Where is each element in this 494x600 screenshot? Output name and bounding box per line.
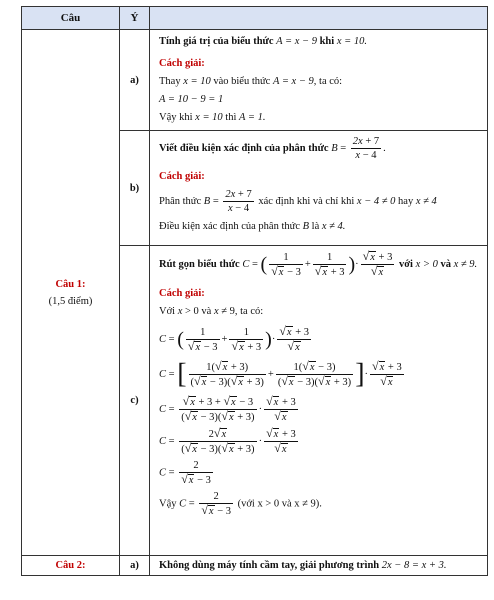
part-c-cond1: x > 0 bbox=[415, 258, 438, 270]
part-b-l1-text: Phân thức bbox=[159, 195, 202, 207]
part-c-step5: C = $\frac{2}{√x - 3}$ bbox=[159, 460, 211, 486]
part-b-solve-label: Cách giải: bbox=[159, 171, 205, 182]
part-a-title: Tính giá trị của biểu thức bbox=[159, 36, 274, 47]
part-c-step1: C = ( $\frac{1}{√x - 3}$ + $\frac{1}{√x + 3}$ )· $\frac{√x + 3}{√x}$ bbox=[159, 324, 310, 353]
question-2-content bbox=[150, 556, 488, 576]
part-c-l1-text: Với bbox=[159, 306, 176, 317]
question-2-label: Câu 2: bbox=[22, 556, 120, 576]
part-c-and: và bbox=[440, 258, 451, 270]
part-b-l1-result: x ≠ 4 bbox=[415, 195, 437, 207]
part-c-l1-post: , ta có: bbox=[234, 306, 264, 317]
part-a-sub-post: , ta có: bbox=[313, 76, 343, 87]
part-c-step4: C = $\frac{2√x}{(√x - 3)(√x + 3)}$ · $\frac{√x + 3}{√x}$ bbox=[159, 426, 296, 455]
header-part: Ý bbox=[120, 7, 150, 30]
part-a-cond: x = 10. bbox=[336, 36, 367, 47]
part-c-content: Rút gọn biểu thức C = ( $\frac{1}{√x - 3}$ + $\frac{1}{√x + 3}$ )· $\frac{√x + 3}{√x}$ với x > 0 và x ≠ 9. Cách giải: Với x > 0 và x ≠ 9, ta có: C = ( $\frac{1}{√x - 3}$ + $\frac{1}{√x + 3}$ )· $\frac{√x + 3}{√x}$ C = [ $\frac{1(√x + 3)}{(√x - 3)(√x + 3)}$ + $\frac{1(√x - 3)}{(√x - 3)(√x + 3)}$ ]· $\frac{√x + 3}{√x}$ C = $\frac{√x + 3 + √x - 3}{(√x - 3)(√x + 3)}$ · $\frac{√x + 3}{√x}$ C = $\frac{2√x}{(√x - 3)(√x + 3)}$ · $\frac{√x + 3}{√x}$ C = $\frac{2}{√x - 3}$ Vậy C = $\frac{2}{√x - 3}$ (với x > 0 và x ≠ 9). bbox=[150, 246, 488, 556]
part-a-solve-label: Cách giải: bbox=[159, 58, 205, 69]
header-content bbox=[150, 7, 488, 30]
part-c-cond2: x ≠ 9. bbox=[453, 258, 478, 270]
answer-table bbox=[21, 6, 488, 576]
part-b-content: Viết điều kiện xác định của phân thức B = $\frac{2x + 7}{x - 4}$ . Cách giải: Phân thức B = $\frac{2x + 7}{x - 4}$ xác định khi và chỉ khi x − 4 ≠ 0 hay x ≠ 4 Điều kiện xác định của phân thức B là x ≠ 4. bbox=[150, 131, 488, 246]
question-1-points: (1,5 điểm) bbox=[48, 295, 93, 307]
part-b-mark: b) bbox=[120, 131, 150, 246]
part-b-l1-cond: x − 4 ≠ 0 bbox=[356, 195, 396, 207]
part-c-l1-mid: và bbox=[201, 306, 212, 317]
part-c-mark: c) bbox=[120, 246, 150, 556]
part-a-content bbox=[150, 30, 488, 131]
part-a-conc-result: A = 1. bbox=[239, 112, 266, 123]
question-2-part-a-mark: a) bbox=[120, 556, 150, 576]
part-c-conclusion: Vậy C = $\frac{2}{√x - 3}$ (với x > 0 và x ≠ 9). bbox=[159, 491, 322, 517]
part-b-l1-hay: hay bbox=[398, 195, 414, 207]
part-c-with: với bbox=[398, 258, 413, 270]
part-c-solve-label: Cách giải: bbox=[159, 288, 205, 299]
question-1-cell bbox=[22, 30, 120, 556]
part-a-when: khi bbox=[319, 36, 335, 47]
part-a-sub-mid: vào biểu thức bbox=[213, 76, 271, 87]
part-b-title: Viết điều kiện xác định của phân thức bbox=[159, 142, 329, 154]
part-a-sub-expr: A = x − 9 bbox=[272, 76, 314, 87]
part-c-title: Rút gọn biểu thức bbox=[159, 258, 240, 270]
part-c-conclusion-text: Vậy bbox=[159, 498, 177, 510]
question-2-equation: 2x − 8 = x + 3. bbox=[381, 560, 447, 571]
question-1-label: Câu 1: bbox=[55, 278, 86, 290]
part-a-conc-mid: thì bbox=[225, 112, 237, 123]
part-b-l2-b: B bbox=[302, 221, 310, 232]
header-question: Câu bbox=[22, 7, 120, 30]
part-c-step2: C = [ $\frac{1(√x + 3)}{(√x - 3)(√x + 3)}$ + $\frac{1(√x - 3)}{(√x - 3)(√x + 3)}$ ]· $\frac{√x + 3}{√x}$ bbox=[159, 358, 402, 390]
question-2-text: Không dùng máy tính cầm tay, giải phương trình bbox=[159, 560, 380, 571]
part-b-l2-result: x ≠ 4. bbox=[321, 221, 346, 232]
part-c-step3: C = $\frac{√x + 3 + √x - 3}{(√x - 3)(√x + 3)}$ · $\frac{√x + 3}{√x}$ bbox=[159, 394, 296, 423]
part-c-conclusion-cond: (với x > 0 và x ≠ 9). bbox=[237, 498, 322, 510]
part-b-l2-text: Điều kiện xác định của phân thức bbox=[159, 221, 300, 232]
part-b-l2-la: là bbox=[311, 221, 320, 232]
part-a-conc-text: Vậy khi bbox=[159, 112, 193, 123]
part-b-l1-mid: xác định khi và chỉ khi bbox=[258, 195, 355, 207]
part-a-sub-x: x = 10 bbox=[183, 76, 211, 87]
part-a-conc-x: x = 10 bbox=[195, 112, 223, 123]
part-a-calc: A = 10 − 9 = 1 bbox=[159, 94, 224, 105]
part-a-expr: A = x − 9 bbox=[276, 36, 317, 47]
part-a-sub-text: Thay bbox=[159, 76, 181, 87]
part-a-mark: a) bbox=[120, 30, 150, 131]
